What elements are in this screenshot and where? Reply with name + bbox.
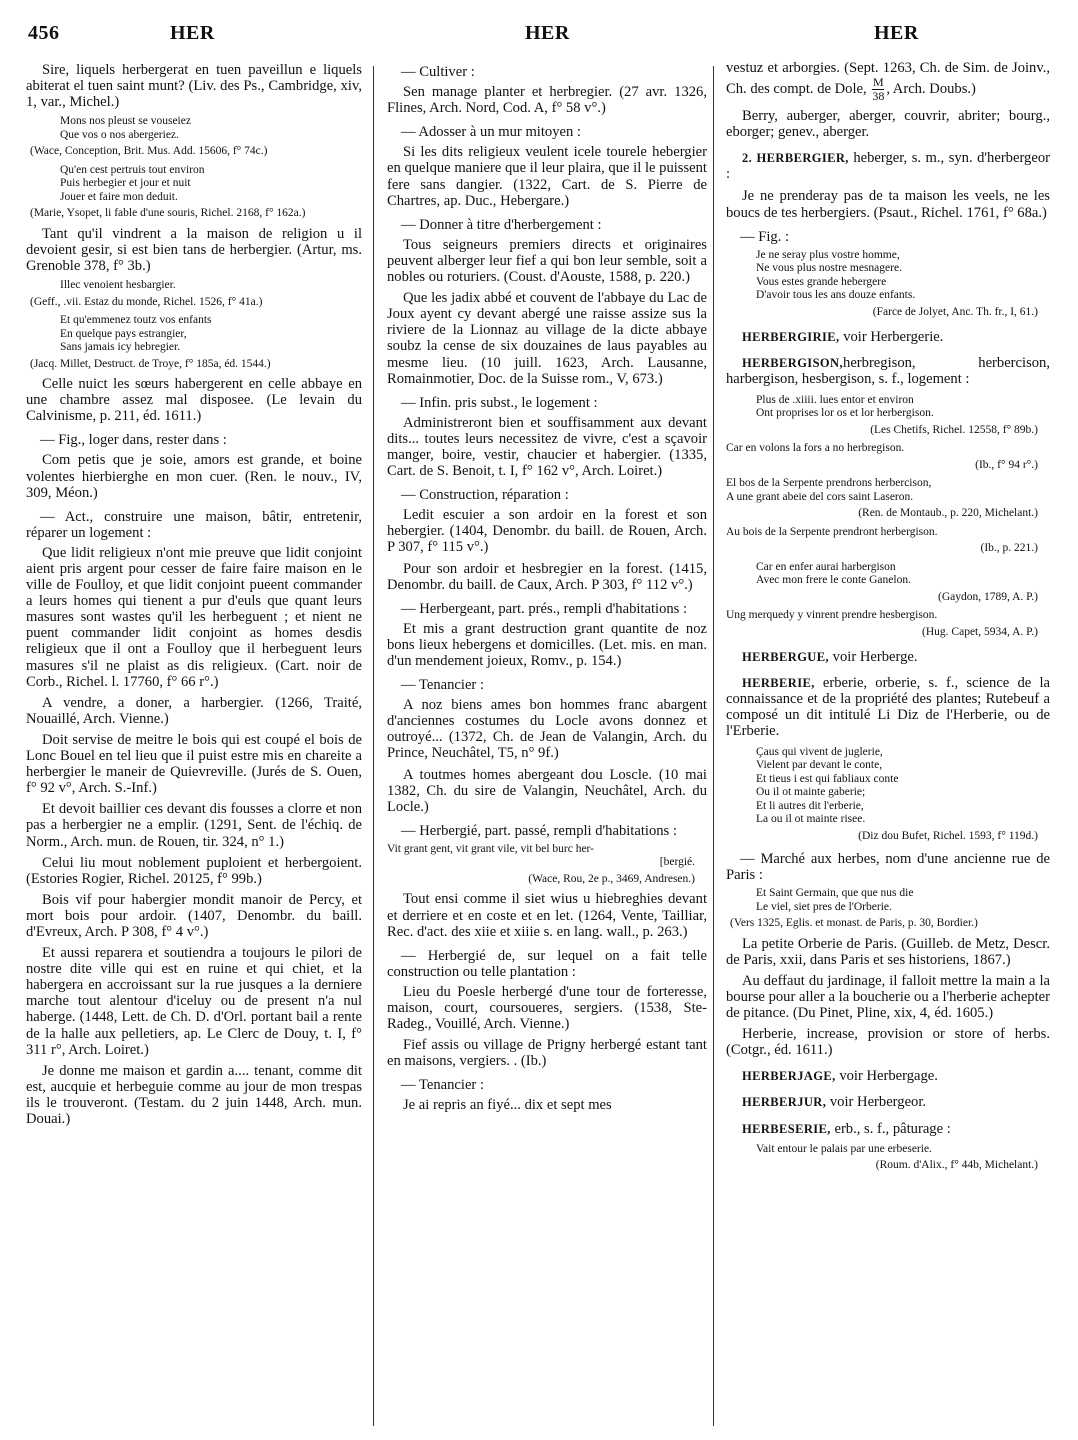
paragraph: Sire, liquels herbergerat en tuen paveillun e liquels abiterat el tuen saint munt? (Liv. des Ps., Cambridge, xiv, 1, var., Michel.)	[26, 62, 362, 111]
headword: HERBERIE,	[742, 676, 815, 691]
paragraph: Tous seigneurs premiers directs et originaires peuvent alberger leur fief a qui bon leur semble, soit a nobles ou roturiers. (Coust. d'Aouste, 1588, p. 220.)	[387, 236, 707, 286]
verse-line: Je ne seray plus vostre homme,	[756, 248, 900, 261]
sense-heading: — Herbergeant, part. prés., rempli d'habitations :	[401, 600, 688, 617]
verse-quote	[26, 164, 362, 205]
sense-heading: — Marché aux herbes, nom d'une ancienne rue de Paris :	[726, 851, 1050, 884]
entry	[726, 649, 1050, 665]
sense-heading: — Herbergié, part. passé, rempli d'habitations :	[401, 822, 677, 839]
headword: HERBERGIRIE,	[742, 330, 840, 345]
paragraph: Tant qu'il vindrent a la maison de religion u il devoient gesir, si est bien tans de herbergier. (Artur, ms. Grenoble 378, f° 3b.)	[26, 225, 362, 274]
column-3	[726, 60, 1050, 1178]
paragraph: Je ne prenderay pas de ta maison les veels, ne les boucs de tes herbergiers. (Psaut., Richel. 1761, f° 68a.)	[726, 188, 1050, 221]
fraction-denominator: 38	[872, 89, 885, 104]
paragraph: Tout ensi comme il siet wius u hiebreghies devant et derriere et en coste et en let. (1264, Vente, Tailliar, Rec. d'act. des xiie et xiiie s. en lang. wall., p. 263.)	[387, 891, 707, 940]
paragraph: Ledit escuier a son ardoir en la forest et son hebergier. (1404, Denombr. du baill. de Rouen, Arch. P 307, f° 115 v°.)	[387, 507, 707, 556]
entry-definition: voir Herbergage.	[839, 1068, 938, 1085]
verse-line: Vit grant gent, vit grant vile, vit bel burc her-	[387, 842, 594, 855]
sense-heading: — Cultiver :	[401, 64, 475, 80]
paragraph: Pour son ardoir et hesbregier en la forest. (1415, Denombr. du baill. de Caux, Arch. P 303, f° 112 v°.)	[387, 560, 707, 593]
verse-line: El bos de la Serpente prendrons herbercison,	[726, 477, 932, 490]
verse-line: D'avoir tous les ans douze enfants.	[756, 289, 916, 302]
verse-line: La ou il ot mainte risee.	[756, 813, 866, 825]
verse-line: Illec venoient hesbargier.	[60, 279, 176, 292]
paragraph: Administreront bien et souffisamment aux devant dits... toutes leurs necessitez de vivre, c'est a sçavoir manger, boire, vestir, chaucier et habergier. (1335, Cart. de S. Benoit, t. I, f° 162 v°, Arch. Loiret.)	[387, 414, 707, 480]
citation: (Ib., f° 94 r°.)	[975, 458, 1038, 471]
verse-line: Le viel, siet pres de l'Orberie.	[756, 900, 892, 913]
running-head-left: HER	[170, 22, 215, 44]
citation: (Hug. Capet, 5934, A. P.)	[922, 625, 1038, 638]
verse-line: Puis herbegier et jour et nuit	[60, 177, 191, 190]
citation: (Ren. de Montaub., p. 220, Michelant.)	[858, 507, 1038, 520]
paragraph: Celle nuict les sœurs habergerent en celle abbaye en une chambre assez mal disposee. (Le levain du Calvinisme, p. 211, éd. 1611.)	[26, 376, 362, 425]
column-rule-2	[713, 66, 714, 1426]
running-head-right: HER	[874, 22, 919, 44]
verse-line: Ou il ot mainte gaberie;	[756, 786, 866, 798]
verse-line: Au bois de la Serpente prendront herbergison.	[726, 525, 938, 538]
verse-line: Ont proprises lor os et lor herbergison.	[756, 407, 934, 420]
column-1	[26, 62, 362, 1132]
paragraph: Je ai repris an fiyé... dix et sept mes	[403, 1097, 612, 1114]
paragraph: Je donne me maison et gardin a.... tenant, comme dit est, aucquie et herbeguie comme au jour de mon trespas ils le trouveront. (Testam. du 2 juin 1448, Arch. mun. Douai.)	[26, 1062, 362, 1127]
column-2	[387, 62, 707, 1119]
verse-quote	[726, 249, 1050, 303]
paragraph: A noz biens ames bon hommes franc abargent d'anciennes costumes du Locle avons donnez et outroyé... (1372, Ch. de Jean de Valangin, Arch. du Prince, Neuchâtel, T5, n° 9f.)	[387, 697, 707, 762]
citation: (Marie, Ysopet, li fable d'une souris, Richel. 2168, f° 162a.)	[30, 207, 306, 220]
paragraph: Que lidit religieux n'ont mie preuve que lidit conjoint aient pris argent pour cesser de faire faire maison en le ville de Foulloy, et que lidit conjoint pueent commander a leurs homes qui tienent a pur d'euls que quant leurs masures sont wastes qu'il les herbeguent ; et nient ne puent commander lidit conjoint as homes desdis religieux que il ont a Foulloy que il herbeguent leurs masures s'il ne plaist as dis religieux. (Cart. noir de Corb., Richel. l. 17760, f° 66 r°.)	[26, 544, 362, 690]
paragraph: Et mis a grant destruction grant quantite de noz bons lieux hebergens et domicilles. (Let. mis. en man. d'un mendement joieux, Romv., p. 154.)	[387, 620, 707, 669]
verse-line: Vous estes grande hebergere	[756, 275, 887, 288]
fraction	[872, 76, 884, 103]
paragraph: A toutmes homes abergeant dou Loscle. (10 mai 1382, Ch. du sire de Valangin, Neuchâtel, Arch. du Locle.)	[387, 766, 707, 815]
verse-line: Que vos o nos abergeriez.	[60, 128, 179, 141]
headword: HERBERJAGE,	[742, 1069, 836, 1084]
citation: (Vers 1325, Eglis. et monast. de Paris, p. 30, Bordier.)	[730, 917, 978, 930]
paragraph: Com petis que je soie, amors est grande, et boine volentes hierbierghe en mon cuer. (Ren. le nouv., IV, 309, Méon.)	[26, 452, 362, 501]
entry	[726, 1121, 1050, 1137]
verse-line-continuation: [bergié.	[659, 856, 695, 869]
paragraph: Au deffaut du jardinage, il falloit mettre la main a la bourse pour aller a la boucherie ou a l'herberie achepter de pitance. (Du Pinet, Pline, xix, 4, éd. 1605.)	[726, 972, 1050, 1022]
verse-quote	[726, 746, 1050, 827]
headword: 2. HERBERGIER,	[742, 151, 849, 166]
page-number: 456	[28, 22, 60, 44]
verse-quote	[726, 887, 1050, 914]
verse-line: Vielent par devant le conte,	[756, 759, 883, 771]
citation: (Jacq. Millet, Destruct. de Troye, f° 185a, éd. 1544.)	[30, 357, 271, 370]
verse-quote	[26, 279, 362, 293]
verse-quote	[726, 526, 1050, 540]
paragraph: Si les dits religieux veulent icele tourele hebergier en quelque maniere que il leur plaira, que il le puissent fere sans dangier. (1322, Cart. de S. Pierre de Chartres, ap. Duc., Hebergare.)	[387, 144, 707, 209]
citation: (Les Chetifs, Richel. 12558, f° 89b.)	[870, 423, 1038, 436]
sense-heading: — Act., construire une maison, bâtir, entretenir, réparer un logement :	[26, 508, 362, 541]
verse-quote	[726, 561, 1050, 588]
sense-heading: — Donner à titre d'herbergement :	[401, 216, 602, 233]
citation: (Wace, Conception, Brit. Mus. Add. 15606, f° 74c.)	[30, 145, 268, 158]
verse-line: Çaus qui vivent de juglerie,	[756, 745, 883, 758]
verse-quote	[726, 477, 1050, 504]
entry	[726, 355, 1050, 387]
citation: (Farce de Jolyet, Anc. Th. fr., I, 61.)	[872, 305, 1038, 318]
verse-line: Vait entour le palais par une erbeserie.	[756, 1142, 932, 1155]
verse-quote	[26, 314, 362, 355]
verse-line: A une grant abeie del cors saint Laseron.	[726, 490, 914, 503]
verse-quote	[726, 442, 1050, 456]
column-rule-1	[373, 66, 374, 1426]
paragraph: La petite Orberie de Paris. (Guilleb. de Metz, Descr. de Paris, xxii, dans Paris et ses historiens, 1867.)	[726, 935, 1050, 968]
verse-line: Qu'en cest pertruis tout environ	[60, 163, 205, 176]
entry-definition: erb., s. f., pâturage :	[834, 1120, 951, 1137]
entry-definition: heberger, s. m., syn. d'herbergeor :	[726, 150, 1050, 183]
entry	[726, 1068, 1050, 1084]
paragraph: Et aussi reparera et soutiendra a toujours le pilori de nostre dite ville qui est en ruine et qui chiet, et la habergera en accroissant sur la rue jusques a la derniere marche tout alentour d'iceluy ou de present n'a nul haberge. (1448, Lett. de Ch. D. d'Orl. portant bail a rente de la halle aux pelletiers, ap. Le Clerc de Douy, t. I, f° 311 r°, Arch. Loiret.)	[26, 945, 362, 1058]
sense-heading: — Infin. pris subst., le logement :	[401, 394, 598, 411]
citation: (Roum. d'Alix., f° 44b, Michelant.)	[875, 1159, 1038, 1172]
paragraph-text: vestuz et arborgies. (Sept. 1263, Ch. de Sim. de Joinv., Ch. des compt. de Dole,	[726, 60, 1050, 97]
verse-line: Plus de .xiiii. lues entor et environ	[756, 393, 914, 406]
paragraph: Lieu du Poesle herbergé d'une tour de forteresse, maison, court, coursoueres, sergiers. (1538, Ste-Radeg., Vouillé, Arch. Vienne.)	[387, 983, 707, 1033]
verse-quote	[726, 609, 1050, 623]
paragraph: A vendre, a doner, a harbergier. (1266, Traité, Nouaillé, Arch. Vienne.)	[26, 694, 362, 727]
entry-definition: erberie, orberie, s. f., science de la connaissance et de la propriété des plantes; Rutebeuf a composé un dit intitulé Li Diz de l'Herberie, ou de l'Erberie.	[726, 675, 1050, 740]
headword: HERBESERIE,	[742, 1121, 831, 1136]
verse-line: Jouer et faire mon deduit.	[60, 190, 178, 203]
paragraph: Herberie, increase, provision or store of herbs. (Cotgr., éd. 1611.)	[726, 1026, 1050, 1059]
sense-heading: — Tenancier :	[401, 1077, 484, 1094]
sense-heading: — Construction, réparation :	[401, 487, 569, 504]
sense-heading: — Tenancier :	[401, 677, 484, 694]
paragraph: Fief assis ou village de Prigny herbergé estant tant en maisons, vergiers. . (Ib.)	[387, 1037, 707, 1070]
paragraph: Et devoit baillier ces devant dis fousses a clorre et non pas a herbergier ne a emplir. (1291, Sent. de l'échiq. de Norm., Arch. mun. de Rouen, tir. 324, n° 1.)	[26, 801, 362, 850]
entry	[726, 329, 1050, 345]
verse-line: Ung merquedy y vinrent prendre hesbergison.	[726, 609, 938, 622]
entry-definition: voir Herbergeor.	[829, 1094, 927, 1111]
headword: HERBERGISON,	[742, 356, 844, 371]
verse-quote	[726, 394, 1050, 421]
entry	[726, 1094, 1050, 1110]
verse-line: Avec mon frere le conte Ganelon.	[756, 574, 911, 587]
citation: (Gaydon, 1789, A. P.)	[938, 590, 1038, 603]
citation: (Diz dou Bufet, Richel. 1593, f° 119d.)	[858, 829, 1038, 842]
verse-line: Et qu'emmenez toutz vos enfants	[60, 314, 212, 327]
entry-definition: herbregison, herbercison, harbergison, hesbergison, s. f., logement :	[726, 355, 1050, 388]
entry-definition: voir Herbergerie.	[843, 329, 944, 346]
verse-line: Et tieus i est qui fabliaux conte	[756, 772, 899, 785]
verse-line: Mons nos pleust se vouseiez	[60, 115, 191, 128]
sense-heading: — Fig., loger dans, rester dans :	[40, 432, 227, 449]
paragraph: Berry, auberger, aberger, couvrir, abriter; bourg., eborger; genev., aberger.	[726, 108, 1050, 141]
verse-line: Car en volons la fors a no herbregison.	[726, 442, 905, 455]
headword: HERBERJUR,	[742, 1095, 827, 1110]
verse-line: En quelque pays estrangier,	[60, 327, 187, 340]
verse-quote	[26, 115, 362, 142]
headword: HERBERGUE,	[742, 650, 830, 665]
verse-quote	[387, 843, 707, 870]
sense-heading: — Fig. :	[740, 228, 790, 245]
verse-line: Car en enfer aurai harbergison	[756, 560, 896, 573]
paragraph: Doit servise de meitre le bois qui est coupé el bois de Lonc Bouel en tel lieu que il puist estre mis en chareite a herbergier le maneir de Quievreville. (Jurés de S. Ouen, f° 92 v°, Arch. S.-Inf.)	[26, 731, 362, 797]
verse-line: Et Saint Germain, que que nus die	[756, 887, 914, 900]
verse-line: Et li autres dit l'erberie,	[756, 799, 864, 812]
paragraph: Celui liu mout noblement puploient et herbergoient. (Estories Rogier, Richel. 20125, f° 99b.)	[26, 854, 362, 887]
verse-line: Sans jamais icy hebregier.	[60, 341, 181, 354]
paragraph: Que les jadix abbé et couvent de l'abbaye du Lac de Joux ayent cy devant abergé une raisse assize sus la riviere de la Lionnaz au village de la dicte abbaye soubz la cense de six douzaines de laus payables au mesme lieu. (10 juill. 1623, Arch. Lausanne, Romainmotier, Doc. de la Suisse rom., V, 673.)	[387, 290, 707, 387]
entry-definition: voir Herberge.	[832, 649, 918, 666]
sense-heading: — Adosser à un mur mitoyen :	[401, 124, 581, 141]
citation: (Ib., p. 221.)	[980, 542, 1038, 555]
citation: (Wace, Rou, 2e p., 3469, Andresen.)	[528, 872, 695, 885]
fraction-numerator: M	[872, 75, 884, 90]
sense-heading: — Herbergié de, sur lequel on a fait telle construction ou telle plantation :	[387, 947, 707, 980]
verse-quote	[726, 1143, 1050, 1157]
paragraph: Bois vif pour habergier mondit manoir de Percy, et mort bois pour ardoir. (1407, Denombr. du baill. d'Evreux, Arch. P 308, f° 4 v°.)	[26, 891, 362, 940]
verse-line: Ne vous plus nostre mesnagere.	[756, 262, 902, 275]
paragraph: Sen manage planter et herbregier. (27 avr. 1326, Flines, Arch. Nord, Cod. A, f° 58 v°.)	[387, 84, 707, 117]
paragraph	[726, 60, 1050, 103]
paragraph-text: , Arch. Doubs.)	[886, 80, 976, 97]
entry	[726, 150, 1050, 182]
entry	[726, 675, 1050, 739]
citation: (Geff., .vii. Estaz du monde, Richel. 1526, f° 41a.)	[30, 295, 263, 308]
running-head-center: HER	[525, 22, 570, 44]
